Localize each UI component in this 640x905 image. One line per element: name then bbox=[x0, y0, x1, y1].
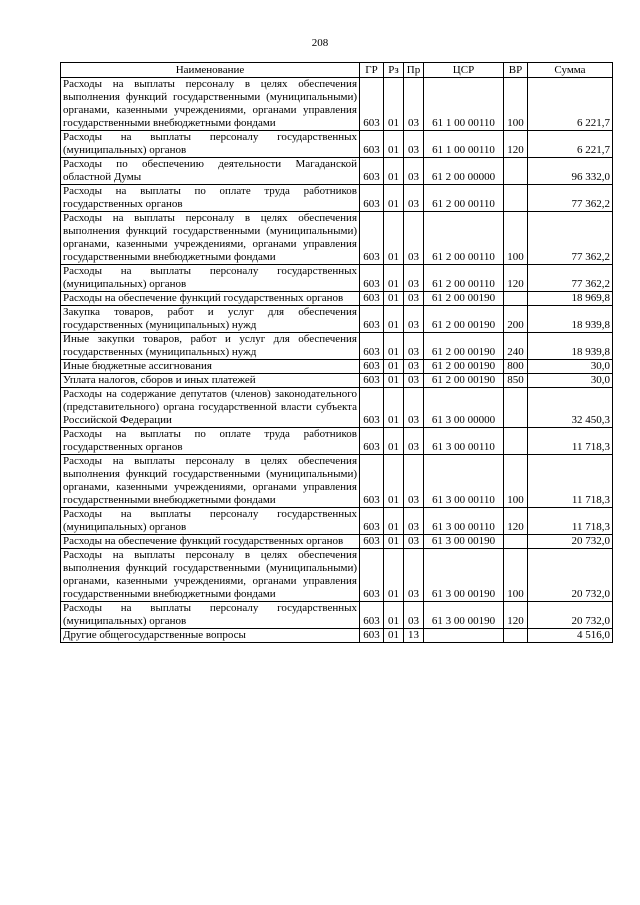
header-gr: ГР bbox=[360, 63, 384, 78]
table-row bbox=[61, 428, 613, 455]
cell-name: Расходы на выплаты персоналу государственных (муниципальных) органов bbox=[61, 602, 360, 629]
cell-vr bbox=[504, 388, 528, 428]
cell-vr: 100 bbox=[504, 212, 528, 265]
cell-pr: 03 bbox=[404, 455, 424, 508]
cell-rz: 01 bbox=[384, 360, 404, 374]
header-csr: ЦСР bbox=[424, 63, 504, 78]
table-row bbox=[61, 602, 613, 629]
table-row bbox=[61, 131, 613, 158]
cell-gr: 603 bbox=[360, 292, 384, 306]
cell-name: Расходы на выплаты персоналу государственных (муниципальных) органов bbox=[61, 131, 360, 158]
cell-rz: 01 bbox=[384, 388, 404, 428]
table-row bbox=[61, 388, 613, 428]
cell-csr: 61 2 00 00190 bbox=[424, 333, 504, 360]
cell-name: Расходы по обеспечению деятельности Магаданской областной Думы bbox=[61, 158, 360, 185]
cell-gr: 603 bbox=[360, 185, 384, 212]
cell-name: Расходы на выплаты персоналу в целях обеспечения выполнения функций государственными (муниципальными) органами, казенными учреждениями, органами управления государственными внебюджетными фондами bbox=[61, 78, 360, 131]
cell-sum: 77 362,2 bbox=[528, 212, 613, 265]
cell-gr: 603 bbox=[360, 602, 384, 629]
cell-csr: 61 2 00 00190 bbox=[424, 306, 504, 333]
cell-vr: 200 bbox=[504, 306, 528, 333]
cell-sum: 6 221,7 bbox=[528, 131, 613, 158]
cell-name: Расходы на обеспечение функций государственных органов bbox=[61, 292, 360, 306]
cell-pr: 03 bbox=[404, 360, 424, 374]
cell-vr: 240 bbox=[504, 333, 528, 360]
cell-pr: 03 bbox=[404, 131, 424, 158]
cell-vr: 120 bbox=[504, 508, 528, 535]
cell-name: Расходы на содержание депутатов (членов) законодательного (представительного) органа государственной власти субъекта Российской Федерации bbox=[61, 388, 360, 428]
table-row bbox=[61, 78, 613, 131]
cell-vr: 100 bbox=[504, 78, 528, 131]
cell-vr bbox=[504, 158, 528, 185]
cell-pr: 03 bbox=[404, 292, 424, 306]
cell-vr: 850 bbox=[504, 374, 528, 388]
cell-csr bbox=[424, 629, 504, 643]
cell-pr: 03 bbox=[404, 185, 424, 212]
cell-pr: 03 bbox=[404, 428, 424, 455]
header-vr: ВР bbox=[504, 63, 528, 78]
cell-gr: 603 bbox=[360, 78, 384, 131]
cell-vr: 120 bbox=[504, 602, 528, 629]
table-row bbox=[61, 158, 613, 185]
cell-gr: 603 bbox=[360, 333, 384, 360]
cell-csr: 61 2 00 00000 bbox=[424, 158, 504, 185]
cell-pr: 03 bbox=[404, 602, 424, 629]
table-header-row bbox=[61, 63, 613, 78]
cell-rz: 01 bbox=[384, 629, 404, 643]
cell-rz: 01 bbox=[384, 306, 404, 333]
cell-sum: 18 939,8 bbox=[528, 333, 613, 360]
cell-sum: 18 969,8 bbox=[528, 292, 613, 306]
cell-rz: 01 bbox=[384, 455, 404, 508]
table-body bbox=[61, 78, 613, 643]
cell-pr: 03 bbox=[404, 333, 424, 360]
header-name: Наименование bbox=[61, 63, 360, 78]
page-number: 208 bbox=[311, 37, 329, 49]
table-row bbox=[61, 185, 613, 212]
cell-rz: 01 bbox=[384, 158, 404, 185]
cell-csr: 61 3 00 00000 bbox=[424, 388, 504, 428]
cell-sum: 30,0 bbox=[528, 374, 613, 388]
cell-name: Иные закупки товаров, работ и услуг для обеспечения государственных (муниципальных) нужд bbox=[61, 333, 360, 360]
table-row bbox=[61, 360, 613, 374]
cell-sum: 77 362,2 bbox=[528, 265, 613, 292]
cell-gr: 603 bbox=[360, 455, 384, 508]
cell-vr bbox=[504, 535, 528, 549]
cell-name: Уплата налогов, сборов и иных платежей bbox=[61, 374, 360, 388]
cell-gr: 603 bbox=[360, 360, 384, 374]
cell-pr: 03 bbox=[404, 265, 424, 292]
table-row bbox=[61, 455, 613, 508]
cell-name: Расходы на выплаты по оплате труда работников государственных органов bbox=[61, 185, 360, 212]
cell-gr: 603 bbox=[360, 388, 384, 428]
cell-name: Расходы на выплаты по оплате труда работников государственных органов bbox=[61, 428, 360, 455]
cell-gr: 603 bbox=[360, 629, 384, 643]
cell-csr: 61 1 00 00110 bbox=[424, 78, 504, 131]
cell-sum: 11 718,3 bbox=[528, 428, 613, 455]
cell-rz: 01 bbox=[384, 131, 404, 158]
table-row bbox=[61, 629, 613, 643]
header-rz: Рз bbox=[384, 63, 404, 78]
cell-sum: 20 732,0 bbox=[528, 602, 613, 629]
cell-csr: 61 3 00 00110 bbox=[424, 428, 504, 455]
cell-sum: 20 732,0 bbox=[528, 549, 613, 602]
table-row bbox=[61, 508, 613, 535]
cell-pr: 13 bbox=[404, 629, 424, 643]
cell-gr: 603 bbox=[360, 131, 384, 158]
cell-csr: 61 3 00 00110 bbox=[424, 455, 504, 508]
cell-gr: 603 bbox=[360, 549, 384, 602]
cell-name: Расходы на выплаты персоналу в целях обеспечения выполнения функций государственными (муниципальными) органами, казенными учреждениями, органами управления государственными внебюджетными фондами bbox=[61, 549, 360, 602]
cell-sum: 77 362,2 bbox=[528, 185, 613, 212]
table-row bbox=[61, 292, 613, 306]
cell-rz: 01 bbox=[384, 508, 404, 535]
cell-pr: 03 bbox=[404, 78, 424, 131]
cell-pr: 03 bbox=[404, 374, 424, 388]
cell-rz: 01 bbox=[384, 602, 404, 629]
cell-vr: 800 bbox=[504, 360, 528, 374]
cell-csr: 61 3 00 00190 bbox=[424, 535, 504, 549]
cell-rz: 01 bbox=[384, 78, 404, 131]
cell-vr: 100 bbox=[504, 549, 528, 602]
cell-csr: 61 2 00 00190 bbox=[424, 374, 504, 388]
cell-gr: 603 bbox=[360, 158, 384, 185]
cell-gr: 603 bbox=[360, 535, 384, 549]
cell-sum: 6 221,7 bbox=[528, 78, 613, 131]
cell-vr bbox=[504, 185, 528, 212]
cell-vr: 120 bbox=[504, 131, 528, 158]
cell-rz: 01 bbox=[384, 292, 404, 306]
cell-name: Расходы на выплаты персоналу государственных (муниципальных) органов bbox=[61, 265, 360, 292]
cell-vr bbox=[504, 292, 528, 306]
cell-name: Расходы на выплаты персоналу государственных (муниципальных) органов bbox=[61, 508, 360, 535]
cell-sum: 96 332,0 bbox=[528, 158, 613, 185]
cell-name: Иные бюджетные ассигнования bbox=[61, 360, 360, 374]
cell-gr: 603 bbox=[360, 212, 384, 265]
cell-pr: 03 bbox=[404, 212, 424, 265]
cell-csr: 61 3 00 00190 bbox=[424, 602, 504, 629]
cell-vr bbox=[504, 629, 528, 643]
cell-gr: 603 bbox=[360, 428, 384, 455]
cell-rz: 01 bbox=[384, 185, 404, 212]
budget-table bbox=[60, 62, 613, 643]
cell-csr: 61 3 00 00110 bbox=[424, 508, 504, 535]
cell-sum: 20 732,0 bbox=[528, 535, 613, 549]
cell-sum: 11 718,3 bbox=[528, 455, 613, 508]
cell-pr: 03 bbox=[404, 388, 424, 428]
table-row bbox=[61, 374, 613, 388]
cell-csr: 61 2 00 00110 bbox=[424, 212, 504, 265]
header-sum: Сумма bbox=[528, 63, 613, 78]
cell-pr: 03 bbox=[404, 508, 424, 535]
cell-sum: 18 939,8 bbox=[528, 306, 613, 333]
table-row bbox=[61, 549, 613, 602]
cell-gr: 603 bbox=[360, 306, 384, 333]
cell-sum: 4 516,0 bbox=[528, 629, 613, 643]
cell-sum: 30,0 bbox=[528, 360, 613, 374]
cell-vr bbox=[504, 428, 528, 455]
cell-pr: 03 bbox=[404, 158, 424, 185]
cell-name: Расходы на обеспечение функций государственных органов bbox=[61, 535, 360, 549]
cell-name: Расходы на выплаты персоналу в целях обеспечения выполнения функций государственными (муниципальными) органами, казенными учреждениями, органами управления государственными внебюджетными фондами bbox=[61, 455, 360, 508]
cell-name: Закупка товаров, работ и услуг для обеспечения государственных (муниципальных) нужд bbox=[61, 306, 360, 333]
cell-gr: 603 bbox=[360, 508, 384, 535]
cell-pr: 03 bbox=[404, 535, 424, 549]
table-row bbox=[61, 306, 613, 333]
cell-csr: 61 2 00 00190 bbox=[424, 360, 504, 374]
table-row bbox=[61, 535, 613, 549]
cell-rz: 01 bbox=[384, 535, 404, 549]
cell-gr: 603 bbox=[360, 374, 384, 388]
cell-csr: 61 3 00 00190 bbox=[424, 549, 504, 602]
table-row bbox=[61, 212, 613, 265]
cell-name: Другие общегосударственные вопросы bbox=[61, 629, 360, 643]
cell-rz: 01 bbox=[384, 428, 404, 455]
cell-csr: 61 2 00 00190 bbox=[424, 292, 504, 306]
cell-vr: 100 bbox=[504, 455, 528, 508]
cell-rz: 01 bbox=[384, 265, 404, 292]
cell-sum: 11 718,3 bbox=[528, 508, 613, 535]
cell-rz: 01 bbox=[384, 333, 404, 360]
table-row bbox=[61, 333, 613, 360]
cell-gr: 603 bbox=[360, 265, 384, 292]
cell-pr: 03 bbox=[404, 549, 424, 602]
cell-rz: 01 bbox=[384, 549, 404, 602]
cell-name: Расходы на выплаты персоналу в целях обеспечения выполнения функций государственными (муниципальными) органами, казенными учреждениями, органами управления государственными внебюджетными фондами bbox=[61, 212, 360, 265]
cell-vr: 120 bbox=[504, 265, 528, 292]
table-row bbox=[61, 265, 613, 292]
cell-pr: 03 bbox=[404, 306, 424, 333]
cell-csr: 61 1 00 00110 bbox=[424, 131, 504, 158]
cell-csr: 61 2 00 00110 bbox=[424, 265, 504, 292]
header-pr: Пр bbox=[404, 63, 424, 78]
cell-rz: 01 bbox=[384, 374, 404, 388]
cell-rz: 01 bbox=[384, 212, 404, 265]
cell-sum: 32 450,3 bbox=[528, 388, 613, 428]
cell-csr: 61 2 00 00110 bbox=[424, 185, 504, 212]
